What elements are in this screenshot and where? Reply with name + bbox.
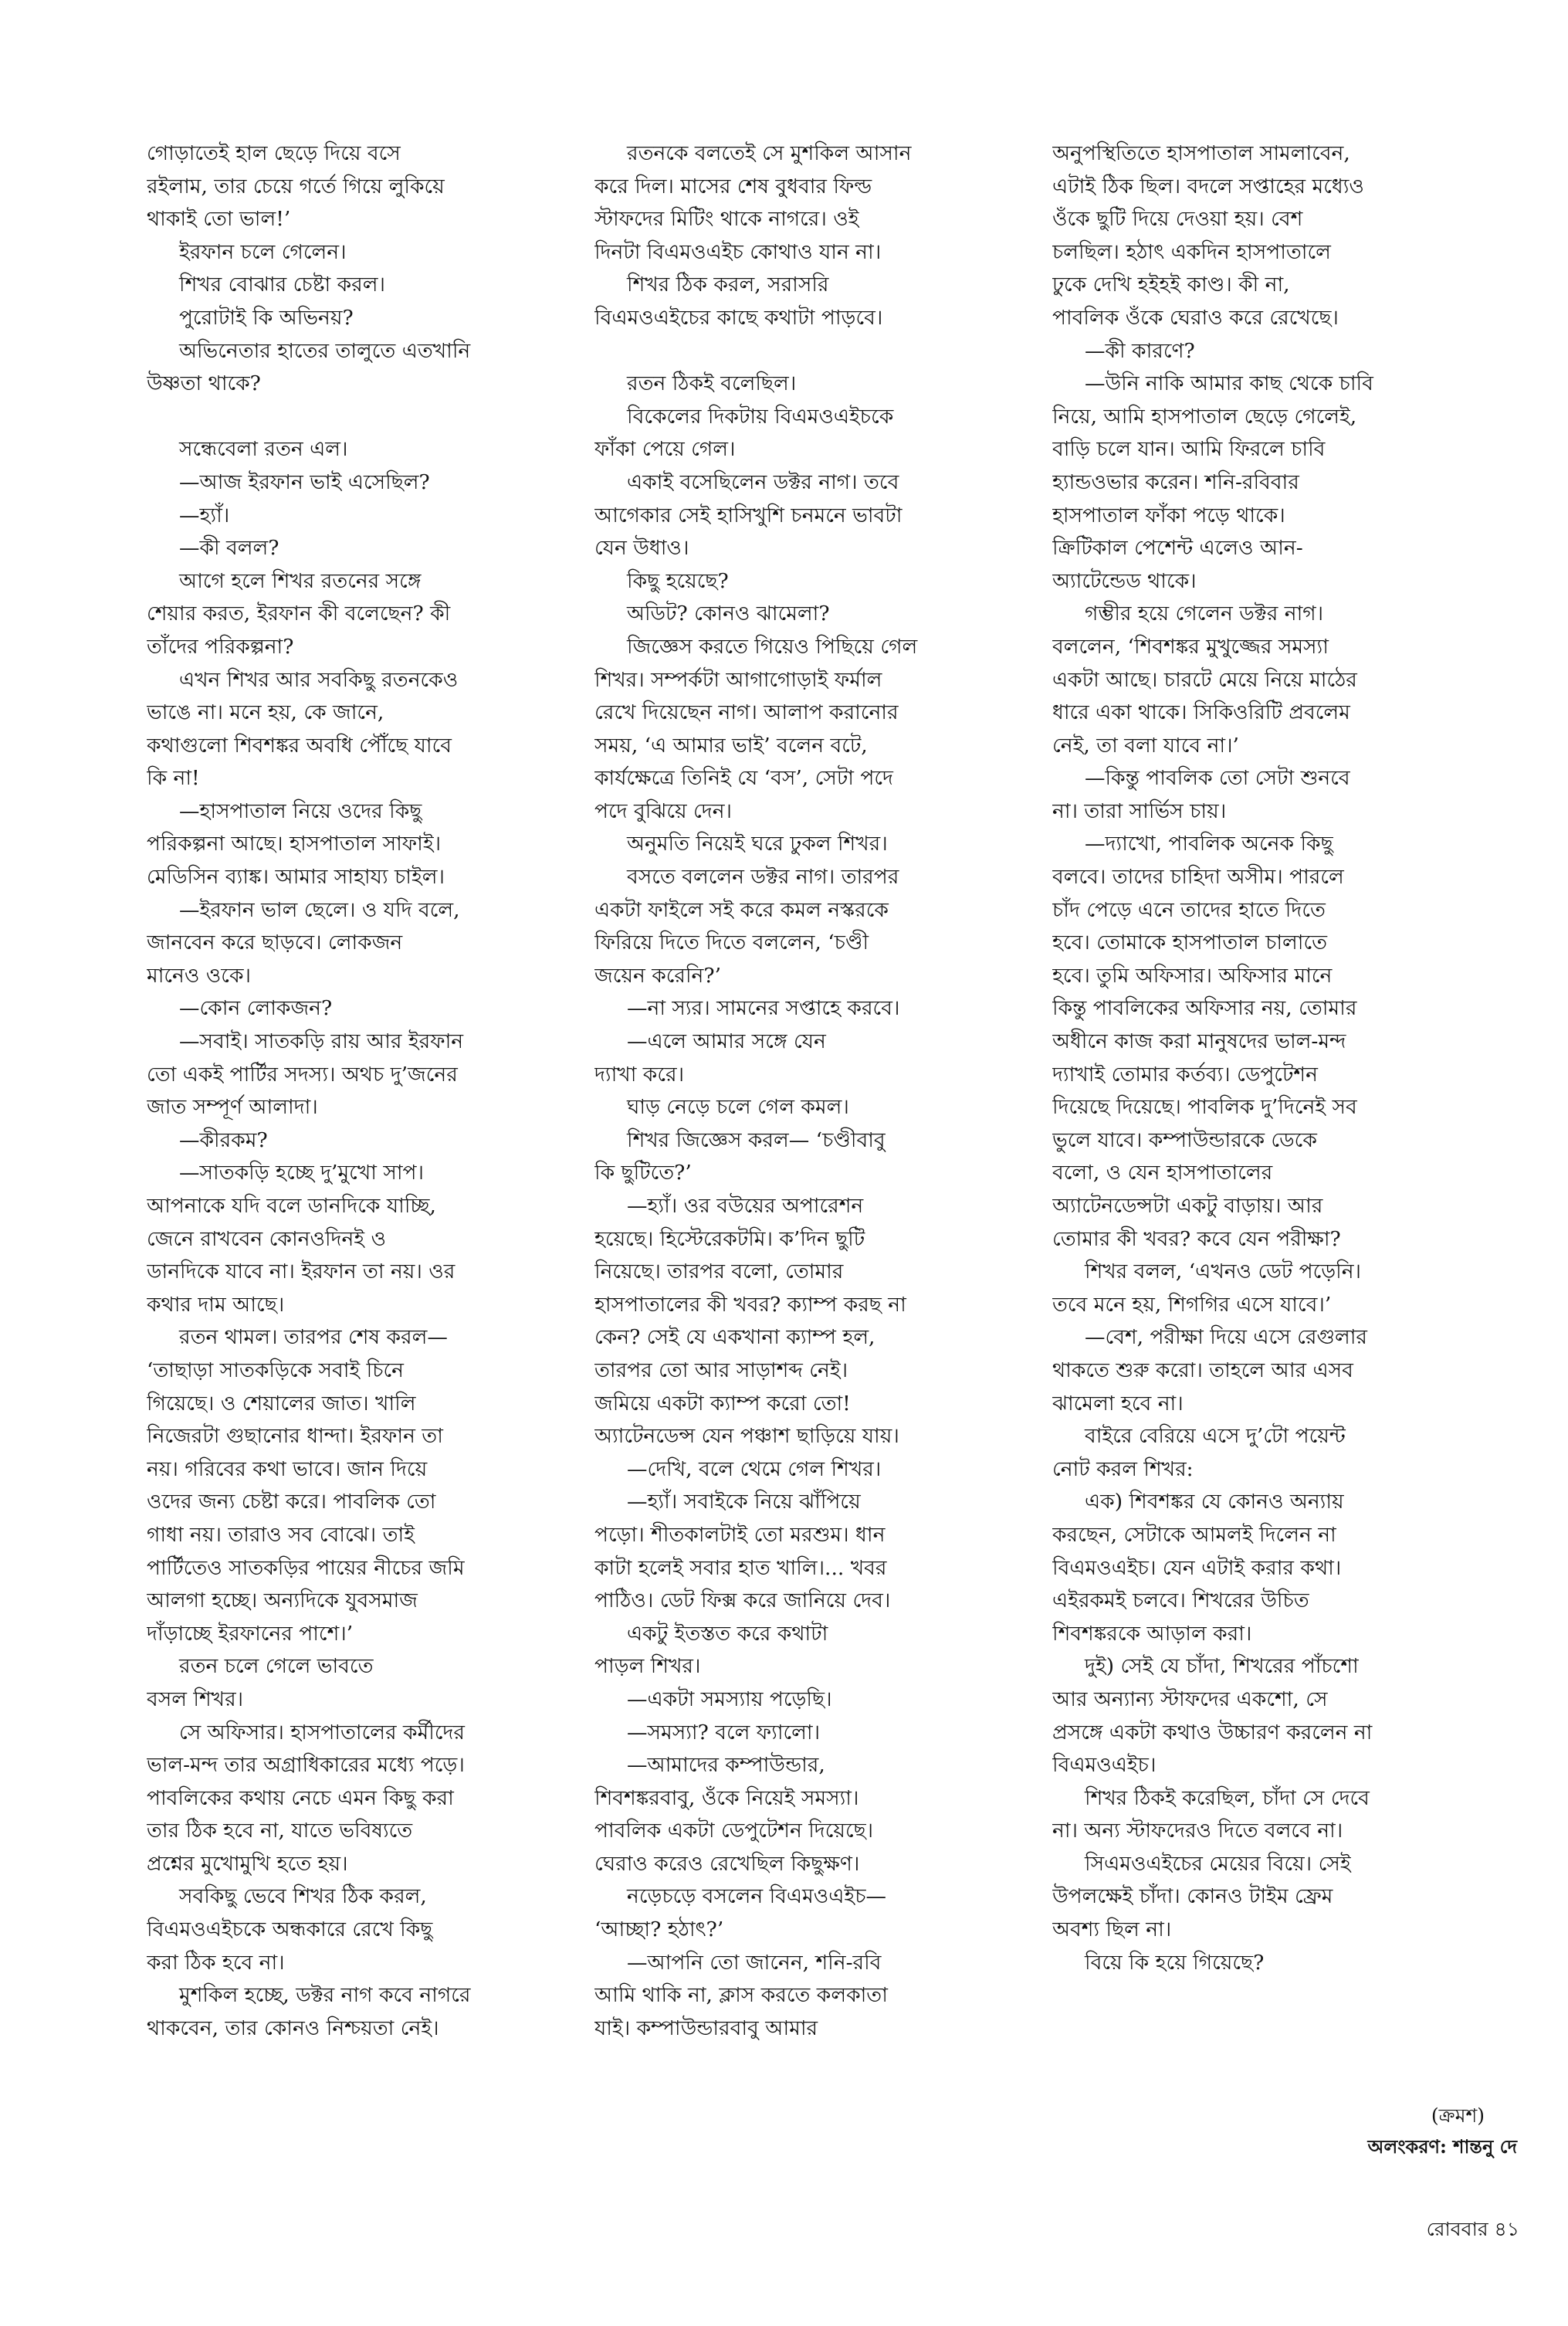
continued-note: (ক্রমশ)	[1431, 2104, 1485, 2127]
text-line: কিছু হয়েছে?	[627, 568, 729, 593]
text-line: শিখর বোঝার চেষ্টা করল।	[179, 273, 385, 297]
text-line: নিজেরটা গুছানোর ধান্দা। ইরফান তা	[147, 1424, 443, 1449]
text-line: সময়, ‘এ আমার ভাই’ বলেন বটে,	[594, 733, 868, 758]
text-line: একাই বসেছিলেন ডক্টর নাগ। তবে	[627, 470, 899, 494]
text-line: —ইরফান ভাল ছেলে। ও যদি বলে,	[179, 897, 460, 922]
text-line: কিন্তু পাবলিকের অফিসার নয়, তোমার	[1052, 996, 1357, 1021]
text-line: —এলে আমার সঙ্গে যেন	[627, 1029, 826, 1054]
text-line: মানেও ওকে।	[147, 963, 251, 988]
text-line: হাসপাতাল ফাঁকা পড়ে থাকে।	[1052, 503, 1285, 527]
text-line: নেই, তা বলা যাবে না।’	[1052, 733, 1239, 758]
text-line: তোমার কী খবর? কবে যেন পরীক্ষা?	[1052, 1226, 1341, 1251]
text-line: পাড়ল শিখর।	[594, 1654, 701, 1679]
text-line: ডানদিকে যাবে না। ইরফান তা নয়। ওর	[147, 1260, 455, 1284]
text-line: তার ঠিক হবে না, যাতে ভবিষ্যতে	[147, 1819, 413, 1843]
text-line: কথাগুলো শিবশঙ্কর অবধি পৌঁছে যাবে	[147, 733, 452, 758]
text-line: থাকতে শুরু করো। তাহলে আর এসব	[1052, 1358, 1353, 1382]
text-line: চাঁদ পেড়ে এনে তাদের হাতে দিতে	[1052, 897, 1326, 922]
text-line: শিখর ঠিকই করেছিল, চাঁদা সে দেবে	[1085, 1785, 1370, 1810]
text-line: আগেকার সেই হাসিখুশি চনমনে ভাবটা	[594, 503, 903, 527]
text-line: উপলক্ষেই চাঁদা। কোনও টাইম ফ্রেম	[1052, 1884, 1333, 1909]
text-line: —আপনি তো জানেন, শনি-রবি	[627, 1950, 882, 1975]
text-line: হয়েছে। হিস্টেরেকটমি। ক’দিন ছুটি	[594, 1226, 865, 1251]
text-line: কাটা হলেই সবার হাত খালি।... খবর	[594, 1555, 887, 1580]
text-line: রতন থামল। তারপর শেষ করল—	[179, 1325, 448, 1350]
text-line: —সমস্যা? বলে ফ্যালো।	[627, 1720, 821, 1744]
text-line: —সাতকড়ি হচ্ছে দু’মুখো সাপ।	[179, 1161, 424, 1185]
text-line: —সবাই। সাতকড়ি রায় আর ইরফান	[179, 1029, 464, 1054]
text-line: অডিট? কোনও ঝামেলা?	[627, 602, 830, 626]
text-line: —কিন্তু পাবলিক তো সেটা শুনবে	[1085, 766, 1350, 791]
text-line: দিয়েছে দিয়েছে। পাবলিক দু’দিনেই সব	[1052, 1095, 1357, 1120]
text-line: কার্যক্ষেত্রে তিনিই যে ‘বস’, সেটা পদে	[594, 766, 893, 791]
text-line: অনুপস্থিতিতে হাসপাতাল সামলাবেন,	[1052, 141, 1350, 165]
text-line: গাধা নয়। তারাও সব বোঝে। তাই	[147, 1522, 415, 1547]
text-line: ঘাড় নেড়ে চলে গেল কমল।	[627, 1095, 849, 1120]
text-line: তাঁদের পরিকল্পনা?	[147, 634, 294, 659]
text-line: বিএমওএইচকে অন্ধকারে রেখে কিছু	[147, 1917, 433, 1942]
text-line: দাঁড়াচ্ছে ইরফানের পাশে।’	[147, 1621, 354, 1646]
text-line: হবে। তুমি অফিসার। অফিসার মানে	[1052, 963, 1333, 988]
text-line: শিখর ঠিক করল, সরাসরি	[627, 273, 829, 297]
text-line: অধীনে কাজ করা মানুষদের ভাল-মন্দ	[1052, 1029, 1346, 1054]
text-line: —হ্যাঁ।	[179, 503, 230, 527]
text-line: জানবেন করে ছাড়বে। লোকজন	[147, 931, 403, 955]
text-line: ভাল-মন্দ তার অগ্রাধিকারের মধ্যে পড়ে।	[147, 1753, 465, 1778]
text-line: বাইরে বেরিয়ে এসে দু’টো পয়েন্ট	[1085, 1424, 1346, 1449]
text-line: করছেন, সেটাকে আমলই দিলেন না	[1052, 1522, 1336, 1547]
text-line: শিখর। সম্পর্কটা আগাগোড়াই ফর্মাল	[594, 667, 882, 692]
text-line: —কী কারণে?	[1085, 338, 1195, 363]
text-line: মুশকিল হচ্ছে, ডক্টর নাগ কবে নাগরে	[179, 1983, 471, 2008]
text-line: পাবলিকের কথায় নেচে এমন কিছু করা	[147, 1785, 454, 1810]
text-line: —কী বলল?	[179, 536, 279, 561]
text-line: —হাসপাতাল নিয়ে ওদের কিছু	[179, 799, 422, 823]
page-number: রোববার ৪১	[1426, 2218, 1519, 2240]
text-line: অ্যাটেনডেন্স যেন পঞ্চাশ ছাড়িয়ে যায়।	[594, 1424, 899, 1449]
text-line: আর অন্যান্য স্টাফদের একশো, সে	[1052, 1687, 1328, 1711]
text-line: নড়েচড়ে বসলেন বিএমওএইচ—	[627, 1884, 887, 1909]
text-line: অভিনেতার হাতের তালুতে এতখানি	[179, 338, 471, 363]
text-line: স্টাফদের মিটিং থাকে নাগরে। ওই	[594, 207, 859, 232]
text-line: দিনটা বিএমওএইচ কোথাও যান না।	[594, 239, 882, 264]
text-line: আগে হলে শিখর রতনের সঙ্গে	[179, 568, 422, 593]
text-line: রতনকে বলতেই সে মুশকিল আসান	[627, 141, 912, 165]
text-line: —দ্যাখো, পাবলিক অনেক কিছু	[1085, 832, 1333, 856]
text-line: পুরোটাই কি অভিনয়?	[179, 305, 354, 330]
text-line: গিয়েছে। ও শেয়ালের জাত। খালি	[147, 1391, 416, 1416]
text-column-1	[147, 137, 548, 2045]
text-line: বলো, ও যেন হাসপাতালের	[1052, 1161, 1273, 1185]
text-line: —আজ ইরফান ভাই এসেছিল?	[179, 470, 430, 494]
text-line: —বেশ, পরীক্ষা দিয়ে এসে রেগুলার	[1085, 1325, 1368, 1350]
text-line: সন্ধেবেলা রতন এল।	[179, 437, 348, 462]
text-line: ধারে একা থাকে। সিকিওরিটি প্রবলেম	[1052, 700, 1350, 725]
text-line: এক) শিবশঙ্কর যে কোনও অন্যায়	[1085, 1490, 1344, 1514]
text-line: এখন শিখর আর সবকিছু রতনকেও	[179, 667, 459, 692]
text-line: পরিকল্পনা আছে। হাসপাতাল সাফাই।	[147, 832, 442, 856]
text-line: ‘আচ্ছা? হঠাৎ?’	[594, 1917, 724, 1942]
text-line: কি ছুটিতে?’	[594, 1161, 692, 1185]
text-line: অবশ্য ছিল না।	[1052, 1917, 1172, 1942]
text-line: দুই) সেই যে চাঁদা, শিখরের পাঁচশো	[1085, 1654, 1359, 1679]
text-line: ইরফান চলে গেলেন।	[179, 239, 347, 264]
text-line: —হ্যাঁ। ওর বউয়ের অপারেশন	[627, 1194, 864, 1218]
text-line: ঘেরাও করেও রেখেছিল কিছুক্ষণ।	[594, 1851, 860, 1876]
text-line: তারপর তো আর সাড়াশব্দ নেই।	[594, 1358, 848, 1382]
text-line: একটা আছে। চারটে মেয়ে নিয়ে মাঠের	[1052, 667, 1357, 692]
text-line: শেয়ার করত, ইরফান কী বলেছেন? কী	[147, 602, 451, 626]
text-line: গম্ভীর হয়ে গেলেন ডক্টর নাগ।	[1085, 602, 1324, 626]
text-line: আপনাকে যদি বলে ডানদিকে যাচ্ছি,	[147, 1194, 436, 1218]
text-line: অ্যাটেন্ডেড থাকে।	[1052, 568, 1197, 593]
text-line: না। তারা সার্ভিস চায়।	[1052, 799, 1227, 823]
text-line: ভুলে যাবে। কম্পাউন্ডারকে ডেকে	[1052, 1127, 1317, 1152]
text-line: বসতে বললেন ডক্টর নাগ। তারপর	[627, 865, 899, 890]
text-line: বললেন, ‘শিবশঙ্কর মুখুজ্জের সমস্যা	[1052, 634, 1329, 659]
text-line: পার্টিতেও সাতকড়ির পায়ের নীচের জমি	[147, 1555, 465, 1580]
text-line: মেডিসিন ব্যাঙ্ক। আমার সাহায্য চাইল।	[147, 865, 445, 890]
section-break	[594, 335, 996, 368]
text-line: প্রশ্নের মুখোমুখি হতে হয়।	[147, 1851, 348, 1876]
text-line: রইলাম, তার চেয়ে গর্তে গিয়ে লুকিয়ে	[147, 174, 445, 198]
text-column-3	[1052, 137, 1454, 1979]
text-line: এইরকমই চলবে। শিখরের উচিত	[1052, 1589, 1309, 1613]
text-line: বলবে। তাদের চাহিদা অসীম। পারলে	[1052, 865, 1344, 890]
text-line: জেনে রাখবেন কোনওদিনই ও	[147, 1226, 386, 1251]
text-line: বিএমওএইচের কাছে কথাটা পাড়বে।	[594, 305, 883, 330]
text-line: পাঠিও। ডেট ফিক্স করে জানিয়ে দেব।	[594, 1589, 891, 1613]
text-line: বিএমওএইচ। যেন এটাই করার কথা।	[1052, 1555, 1342, 1580]
text-line: নিয়েছে। তারপর বলো, তোমার	[594, 1260, 844, 1284]
text-line: সিএমওএইচের মেয়ের বিয়ে। সেই	[1085, 1851, 1351, 1876]
text-line: একটু ইতস্তত করে কথাটা	[627, 1621, 828, 1646]
text-line: কি না!	[147, 766, 200, 791]
text-line: গোড়াতেই হাল ছেড়ে দিয়ে বসে	[147, 141, 401, 165]
text-line: নয়। গরিবের কথা ভাবে। জান দিয়ে	[147, 1456, 428, 1481]
text-column-2	[594, 137, 996, 2045]
text-line: পড়ো। শীতকালটাই তো মরশুম। ধান	[594, 1522, 886, 1547]
text-line: অ্যাটেনডেন্সটা একটু বাড়ায়। আর	[1052, 1194, 1323, 1218]
text-line: বিয়ে কি হয়ে গিয়েছে?	[1085, 1950, 1265, 1975]
text-line: —একটা সমস্যায় পড়েছি।	[627, 1687, 832, 1711]
text-line: একটা ফাইলে সই করে কমল নস্করকে	[594, 897, 889, 922]
text-line: অনুমতি নিয়েই ঘরে ঢুকল শিখর।	[627, 832, 888, 856]
text-line: ঢুকে দেখি হইহই কাণ্ড। কী না,	[1052, 273, 1290, 297]
text-line: ফাঁকা পেয়ে গেল।	[594, 437, 736, 462]
text-line: তো একই পার্টির সদস্য। অথচ দু’জনের	[147, 1062, 458, 1087]
text-line: —হ্যাঁ। সবাইকে নিয়ে ঝাঁপিয়ে	[627, 1490, 861, 1514]
text-line: ক্রিটিকাল পেশেন্ট এলেও আন-	[1052, 536, 1303, 561]
text-line: না। অন্য স্টাফদেরও দিতে বলবে না।	[1052, 1819, 1343, 1843]
text-line: হ্যান্ডওভার করেন। শনি-রবিবার	[1052, 470, 1299, 494]
text-line: শিবশঙ্করকে আড়াল করা।	[1052, 1621, 1252, 1646]
text-line: বাড়ি চলে যান। আমি ফিরলে চাবি	[1052, 437, 1326, 462]
text-line: বিকেলের দিকটায় বিএমওএইচকে	[627, 404, 894, 429]
text-line: আমি থাকি না, ক্লাস করতে কলকাতা	[594, 1983, 888, 2008]
text-line: ওদের জন্য চেষ্টা করে। পাবলিক তো	[147, 1490, 436, 1514]
text-line: —আমাদের কম্পাউন্ডার,	[627, 1753, 825, 1778]
text-line: জিজ্ঞেস করতে গিয়েও পিছিয়ে গেল	[627, 634, 918, 659]
text-line: নোট করল শিখর:	[1052, 1456, 1194, 1481]
text-line: রতন ঠিকই বলেছিল।	[627, 371, 797, 396]
text-line: থাকবেন, তার কোনও নিশ্চয়তা নেই।	[147, 2016, 439, 2040]
text-line: তবে মনে হয়, শিগগির এসে যাবে।’	[1052, 1292, 1332, 1317]
text-line: চলছিল। হঠাৎ একদিন হাসপাতালে	[1052, 239, 1331, 264]
text-line: জয়েন করেনি?’	[594, 963, 722, 988]
illustration-credit: অলংকরণ: শান্তনু দে	[1367, 2135, 1517, 2158]
text-line: দ্যাখাই তোমার কর্তব্য। ডেপুটেশন	[1052, 1062, 1318, 1087]
text-line: হাসপাতালের কী খবর? ক্যাম্প করছ না	[594, 1292, 906, 1317]
text-line: শিখর বলল, ‘এখনও ডেট পড়েনি।	[1085, 1260, 1362, 1284]
text-line: কেন? সেই যে একখানা ক্যাম্প হল,	[594, 1325, 875, 1350]
text-line: ঝামেলা হবে না।	[1052, 1391, 1184, 1416]
text-line: ‘তাছাড়া সাতকড়িকে সবাই চিনে	[147, 1358, 404, 1382]
text-line: কথার দাম আছে।	[147, 1292, 285, 1317]
text-line: —কোন লোকজন?	[179, 996, 333, 1021]
text-line: পাবলিক ওঁকে ঘেরাও করে রেখেছে।	[1052, 305, 1339, 330]
text-line: জাত সম্পূর্ণ আলাদা।	[147, 1095, 318, 1120]
text-line: রেখে দিয়েছেন নাগ। আলাপ করানোর	[594, 700, 899, 725]
text-line: প্রসঙ্গে একটা কথাও উচ্চারণ করলেন না	[1052, 1720, 1373, 1744]
text-line: ভাঙে না। মনে হয়, কে জানে,	[147, 700, 384, 725]
text-line: আলগা হচ্ছে। অন্যদিকে যুবসমাজ	[147, 1589, 418, 1613]
text-line: ফিরিয়ে দিতে দিতে বললেন, ‘চণ্ডী	[594, 931, 869, 955]
text-line: করা ঠিক হবে না।	[147, 1950, 285, 1975]
text-line: দ্যাখা করে।	[594, 1062, 685, 1087]
text-line: বিএমওএইচ।	[1052, 1753, 1157, 1778]
text-line: শিখর জিজ্ঞেস করল— ‘চণ্ডীবাবু	[627, 1127, 886, 1152]
text-line: যেন উধাও।	[594, 536, 689, 561]
text-line: ওঁকে ছুটি দিয়ে দেওয়া হয়। বেশ	[1052, 207, 1303, 232]
text-line: বসল শিখর।	[147, 1687, 244, 1711]
section-break	[147, 401, 548, 434]
text-line: রতন চলে গেলে ভাবতে	[179, 1654, 374, 1679]
text-line: —কীরকম?	[179, 1127, 268, 1152]
text-line: হবে। তোমাকে হাসপাতাল চালাতে	[1052, 931, 1328, 955]
text-line: এটাই ঠিক ছিল। বদলে সপ্তাহের মধ্যেও	[1052, 174, 1364, 198]
text-line: যাই। কম্পাউন্ডারবাবু আমার	[594, 2016, 818, 2040]
text-line: উষ্ণতা থাকে?	[147, 371, 261, 396]
text-line: —উনি নাকি আমার কাছ থেকে চাবি	[1085, 371, 1373, 396]
text-line: থাকাই তো ভাল!’	[147, 207, 291, 232]
text-line: নিয়ে, আমি হাসপাতাল ছেড়ে গেলেই,	[1052, 404, 1357, 429]
text-line: সবকিছু ভেবে শিখর ঠিক করল,	[179, 1884, 427, 1909]
text-line: পদে বুঝিয়ে দেন।	[594, 799, 733, 823]
text-line: করে দিল। মাসের শেষ বুধবার ফিল্ড	[594, 174, 872, 198]
text-line: —না স্যর। সামনের সপ্তাহে করবে।	[627, 996, 900, 1021]
text-line: পাবলিক একটা ডেপুটেশন দিয়েছে।	[594, 1819, 874, 1843]
text-line: —দেখি, বলে থেমে গেল শিখর।	[627, 1456, 882, 1481]
text-line: জমিয়ে একটা ক্যাম্প করো তো!	[594, 1391, 851, 1416]
text-line: সে অফিসার। হাসপাতালের কর্মীদের	[179, 1720, 465, 1744]
text-line: শিবশঙ্করবাবু, ওঁকে নিয়েই সমস্যা।	[594, 1785, 859, 1810]
